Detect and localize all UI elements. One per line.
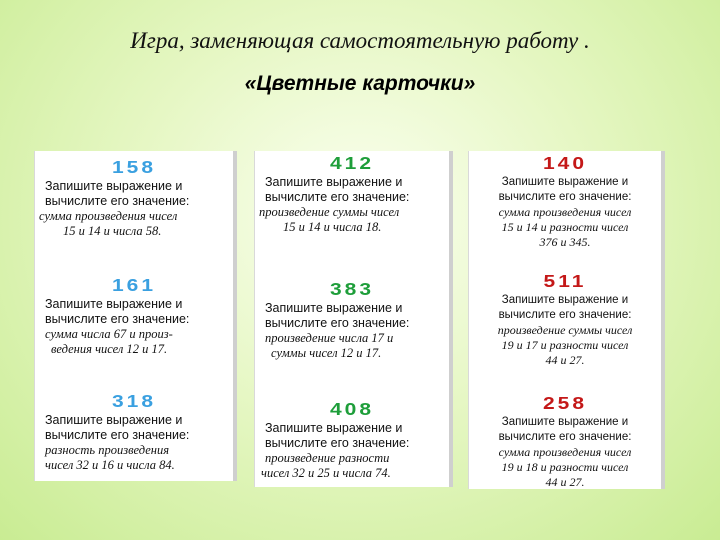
- card-task: произведение числа 17 и: [265, 331, 394, 345]
- card-instruction: Запишите выражение и: [45, 179, 183, 193]
- card-task: 15 и 14 и числа 58.: [63, 224, 162, 238]
- card-number: 161: [111, 275, 157, 296]
- card-task: произведение суммы чисел: [259, 205, 400, 219]
- card-task: 15 и 14 и разности чисел: [501, 220, 629, 234]
- card-task: сумма числа 67 и произ-: [45, 327, 173, 341]
- card-sheet-2: [254, 151, 453, 487]
- card-3-2: [469, 271, 661, 368]
- card-sheet-3: [468, 151, 665, 489]
- card-sheet-1: [34, 151, 237, 481]
- card-number: 158: [111, 157, 157, 178]
- card-1-3: [35, 391, 233, 473]
- card-instruction: вычислите его значение:: [265, 436, 410, 450]
- card-instruction: Запишите выражение и: [501, 176, 629, 188]
- card-task: чисел 32 и 16 и числа 84.: [45, 458, 175, 472]
- card-instruction: вычислите его значение:: [265, 316, 410, 330]
- card-instruction: Запишите выражение и: [265, 301, 403, 315]
- card-number: 511: [543, 271, 587, 292]
- page-title: Игра, заменяющая самостоятельную работу .: [130, 28, 590, 53]
- card-task: сумма произведения чисел: [498, 205, 632, 219]
- card-instruction: вычислите его значение:: [45, 312, 190, 326]
- card-instruction: Запишите выражение и: [501, 416, 629, 428]
- card-task: 19 и 18 и разности чисел: [501, 460, 629, 474]
- card-number: 383: [329, 279, 375, 300]
- card-task: произведение суммы чисел: [497, 323, 633, 337]
- card-task: 19 и 17 и разности чисел: [501, 338, 629, 352]
- card-number: 408: [329, 399, 375, 420]
- card-instruction: Запишите выражение и: [265, 421, 403, 435]
- card-instruction: вычислите его значение:: [498, 431, 632, 443]
- page-subtitle: «Цветные карточки»: [244, 72, 476, 95]
- card-instruction: вычислите его значение:: [498, 191, 632, 203]
- card-task: сумма произведения чисел: [39, 209, 178, 223]
- card-instruction: вычислите его значение:: [45, 194, 190, 208]
- card-instruction: вычислите его значение:: [45, 428, 190, 442]
- card-instruction: вычислите его значение:: [265, 190, 410, 204]
- card-task: произведение разности: [265, 451, 390, 465]
- card-task: 376 и 345.: [539, 235, 591, 249]
- card-2-3: [255, 399, 449, 481]
- card-task: сумма произведения чисел: [498, 445, 632, 459]
- card-number: 258: [542, 393, 588, 414]
- card-task: чисел 32 и 25 и числа 74.: [261, 466, 391, 480]
- card-instruction: Запишите выражение и: [45, 413, 183, 427]
- card-number: 412: [329, 153, 375, 174]
- card-instruction: Запишите выражение и: [501, 294, 629, 306]
- card-1-2: [35, 275, 233, 357]
- card-task: суммы чисел 12 и 17.: [271, 346, 382, 360]
- card-3-1: [469, 153, 661, 250]
- card-3-3: [469, 393, 661, 490]
- card-2-1: [255, 153, 449, 235]
- card-1-1: [35, 157, 233, 239]
- card-task: 44 и 27.: [545, 475, 585, 489]
- card-task: ведения чисел 12 и 17.: [51, 342, 168, 356]
- card-2-2: [255, 279, 449, 361]
- card-number: 140: [542, 153, 588, 174]
- card-instruction: вычислите его значение:: [498, 309, 632, 321]
- card-number: 318: [111, 391, 157, 412]
- card-task: 15 и 14 и числа 18.: [283, 220, 382, 234]
- card-instruction: Запишите выражение и: [45, 297, 183, 311]
- card-task: разность произведения: [45, 443, 170, 457]
- card-task: 44 и 27.: [545, 353, 585, 367]
- card-instruction: Запишите выражение и: [265, 175, 403, 189]
